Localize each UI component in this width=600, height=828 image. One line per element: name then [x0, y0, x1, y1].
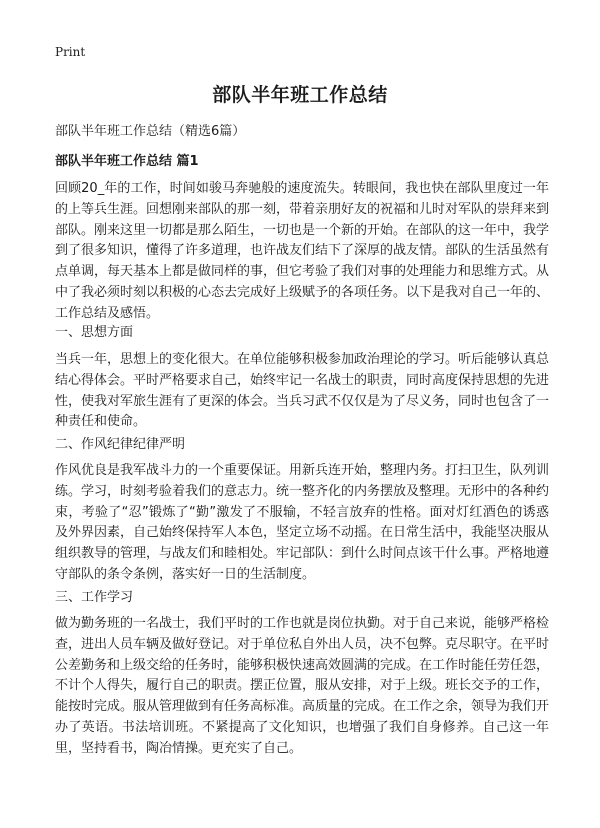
heading-discipline: 二、作风纪律纪律严明	[55, 437, 186, 452]
print-link[interactable]: Print	[55, 45, 86, 59]
heading-work: 三、工作学习	[55, 590, 134, 605]
section-title: 部队半年班工作总结 篇1	[55, 154, 199, 169]
discipline-paragraph: 作风优良是我军战斗力的一个重要保证。用新兵连开始，整理内务。打扫卫生，队列训练。学习，时刻考验着我们的意志力。统一整齐化的内务摆放及整理。无形中的各种约束，考验了“忍”锻炼了“勤”激发了不服输，不轻言放弃的性格。面对灯红酒色的诱惑及外界因素，自己始终保持军人本色，坚定立场不动摇。在日常生活中，我能坚决服从组织教导的管理，与战友们和睦相处。牢记部队：到什么时间点该干什么事。严格地遵守部队的条令条例，落实好一日的生活制度。	[55, 463, 550, 582]
heading-thought: 一、思想方面	[55, 325, 134, 340]
intro-paragraph: 回顾20_年的工作，时间如骏马奔驰般的速度流失。转眼间，我也快在部队里度过一年的上等兵生涯。回想刚来部队的那一刻，带着亲朋好友的祝福和儿时对军队的崇拜来到部队。刚来这里一切都是那么陌生，一切也是一个新的开始。在部队的这一年中，我学到了很多知识，懂得了许多道理，也许战友们结下了深厚的战友情。部队的生活虽然有点单调，每天基本上都是做同样的事，但它考验了我们对事的处理能力和思维方式。从中了我必须时刻以积极的心态去完成好上级赋予的各项任务。以下是我对自己一年的、工作总结及感悟。	[55, 181, 550, 321]
document-subtitle: 部队半年班工作总结（精选6篇）	[55, 124, 246, 139]
page-title: 部队半年班工作总结	[212, 84, 388, 106]
thought-paragraph: 当兵一年，思想上的变化很大。在单位能够积极参加政治理论的学习。听后能够认真总结心得体会。平时严格要求自己，始终牢记一名战士的职责，同时高度保持思想的先进性，使我对军旅生涯有了更深的体会。当兵习武不仅仅是为了尽义务，同时也包含了一种责任和使命。	[55, 352, 550, 430]
work-paragraph: 做为勤务班的一名战士，我们平时的工作也就是岗位执勤。对于自己来说，能够严格检查，进出人员车辆及做好登记。对于单位私自外出人员，决不包弊。克尽职守。在平时公差勤务和上级交给的任务时，能够积极快速高效圆满的完成。在工作时能任劳任怨，不计个人得失，履行自己的职责。摆正位置，服从安排，对于上级。班长交予的工作，能按时完成。服从管理做到有任务高标准。高质量的完成。在工作之余，领导为我们开办了英语。书法培训班。不紧提高了文化知识，也增强了我们自身修养。自己这一年里，坚持看书，陶冶情操。更充实了自己。	[55, 616, 550, 756]
